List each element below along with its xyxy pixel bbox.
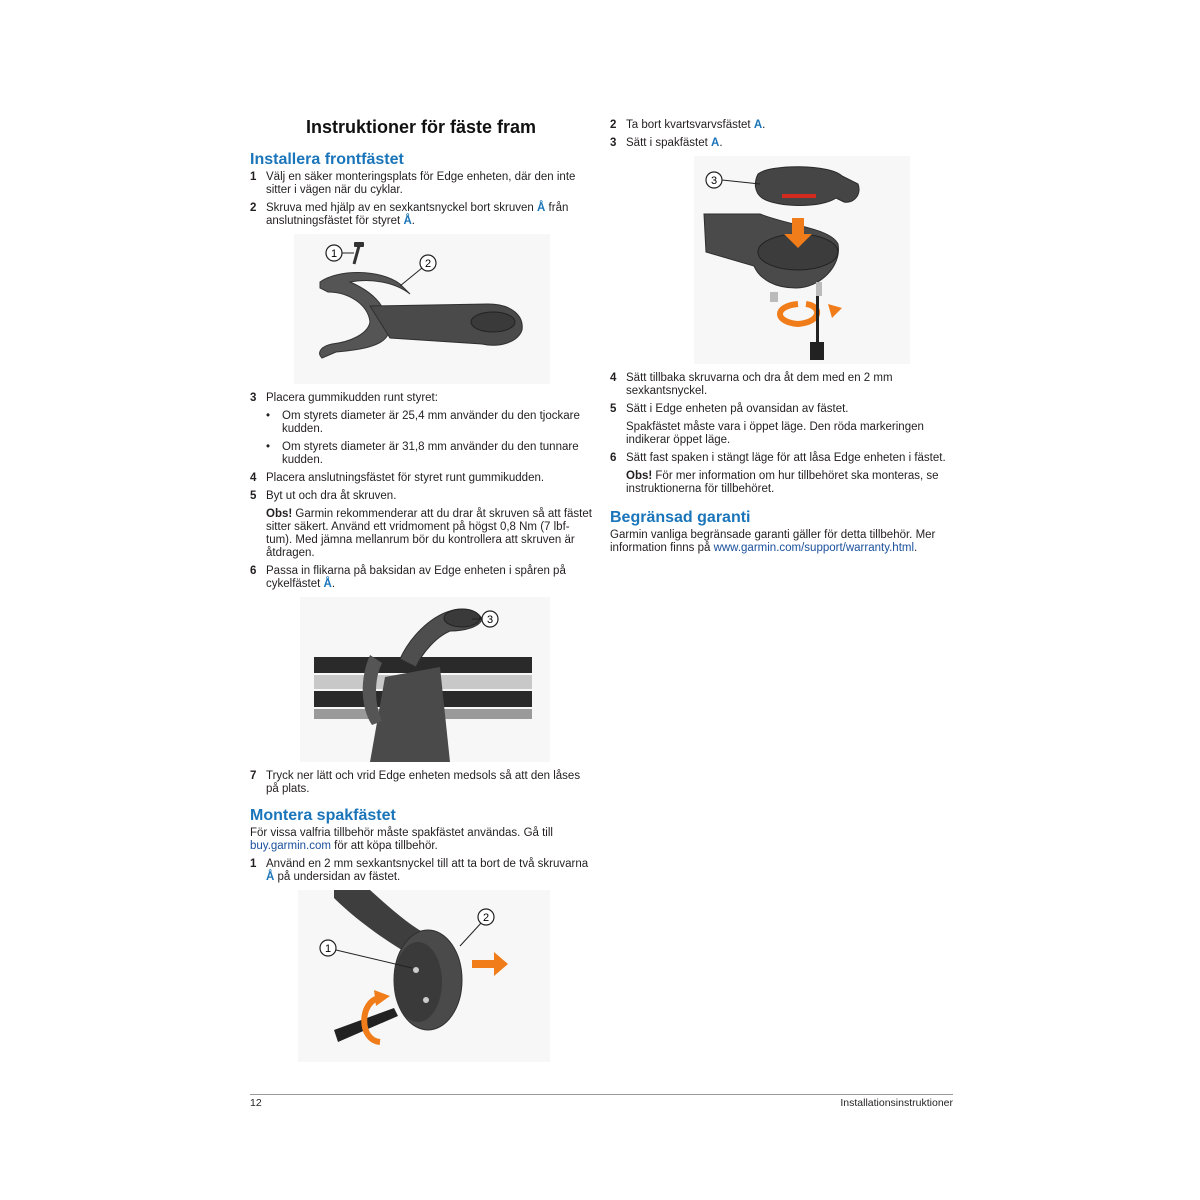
buy-garmin-link[interactable]: buy.garmin.com xyxy=(250,840,331,852)
callout-reference: Å xyxy=(403,215,412,227)
callout-3 xyxy=(482,611,498,627)
step-text: Placera gummikudden runt styret: xyxy=(266,392,438,404)
callout-reference: A xyxy=(753,119,763,131)
step-number: 2 xyxy=(610,119,617,131)
note-label: Obs! xyxy=(266,508,293,520)
section-heading-begransad-garanti: Begränsad garanti xyxy=(610,509,751,526)
bullet-item xyxy=(266,441,595,467)
note-text: För mer information om hur tillbehöret ska monteras, se instruktionerna för tillbehöret. xyxy=(626,470,939,495)
lever-mount-figure xyxy=(610,156,920,364)
step-text xyxy=(626,119,955,132)
bullet-item xyxy=(266,410,595,436)
callout-3 xyxy=(706,172,722,188)
step-number: 4 xyxy=(250,472,257,484)
text-fragment: För vissa valfria tillbehör måste spakfästet användas. Gå till xyxy=(250,827,553,839)
bullet-dot: • xyxy=(266,441,271,453)
text-fragment: Använd en 2 mm sexkantsnyckel till att ta bort de två skruvarna xyxy=(266,858,589,870)
callout-reference: Å xyxy=(266,871,275,883)
step-number: 5 xyxy=(610,403,617,415)
text-fragment: Skruva med hjälp av en sexkantsnyckel bort skruven xyxy=(266,202,538,214)
step-number: 5 xyxy=(250,490,257,502)
text-fragment: . xyxy=(411,215,415,227)
note xyxy=(626,470,955,496)
callout-number: 3 xyxy=(486,614,494,626)
text-fragment: för att köpa tillbehör. xyxy=(330,840,438,852)
section-heading-installera-frontfastet: Installera frontfästet xyxy=(250,151,404,168)
callout-reference: Å xyxy=(323,578,332,590)
device-on-handlebar-figure xyxy=(250,597,550,762)
page-title: Instruktioner för fäste fram xyxy=(305,117,537,137)
step-note: Spakfästet måste vara i öppet läge. Den röda markeringen indikerar öppet läge. xyxy=(626,421,924,446)
step-number: 4 xyxy=(610,372,617,384)
step-4 xyxy=(610,372,955,398)
step-text: Sätt tillbaka skruvarna och dra åt dem med en 2 mm sexkantsnyckel. xyxy=(626,372,893,397)
step-text xyxy=(266,858,595,884)
step-number: 3 xyxy=(250,392,257,404)
handlebar-mount-figure xyxy=(250,234,550,384)
step-number: 6 xyxy=(250,565,257,577)
step-3 xyxy=(610,137,955,150)
step-number: 2 xyxy=(250,202,257,214)
page-number: 12 xyxy=(250,1097,262,1109)
callout-number: 1 xyxy=(330,248,338,260)
step-3 xyxy=(250,392,595,405)
step-text: Byt ut och dra åt skruven. xyxy=(266,490,397,502)
warranty-paragraph xyxy=(610,529,955,555)
step-7 xyxy=(250,770,595,796)
text-fragment: från anslutningsfästet för styret xyxy=(266,202,569,227)
text-fragment: . xyxy=(331,578,336,590)
step-number: 3 xyxy=(610,137,617,149)
note-label: Obs! xyxy=(626,470,653,482)
bullet-dot: • xyxy=(266,410,271,422)
section-heading-montera-spakfastet: Montera spakfästet xyxy=(250,807,396,824)
step-text xyxy=(626,137,955,150)
step-text xyxy=(266,202,595,228)
text-fragment: Passa in flikarna på baksidan av Edge enheten i spåren på cykelfästet xyxy=(266,565,566,590)
bullet-text: Om styrets diameter är 25,4 mm använder du den tjockare kudden. xyxy=(282,410,580,435)
text-fragment: på undersidan av fästet. xyxy=(274,871,401,883)
bullet-text: Om styrets diameter är 31,8 mm använder du den tunnare kudden. xyxy=(282,441,579,466)
text-fragment: Ta bort kvartsvarvsfästet xyxy=(626,119,754,131)
footer-divider xyxy=(250,1094,953,1095)
callout-number: 2 xyxy=(482,912,490,924)
footer-section-title: Installationsinstruktioner xyxy=(840,1097,953,1109)
step-4 xyxy=(250,472,595,485)
step-text: Sätt i Edge enheten på ovansidan av fästet. xyxy=(626,403,849,415)
text-fragment: Garmin vanliga begränsade garanti gäller för detta tillbehör. Mer information finns på xyxy=(610,529,936,554)
right-column xyxy=(610,119,955,560)
step-1 xyxy=(250,171,595,197)
step-text: Placera anslutningsfästet för styret runt gummikudden. xyxy=(266,472,545,484)
text-fragment: . xyxy=(762,119,766,131)
step-number: 1 xyxy=(250,171,257,183)
text-fragment: Sätt i spakfästet xyxy=(626,137,712,149)
step-number: 7 xyxy=(250,770,257,782)
step-5 xyxy=(250,490,595,503)
section-intro xyxy=(250,827,595,853)
warranty-link[interactable]: www.garmin.com/support/warranty.html xyxy=(713,542,915,554)
step-text: Välj en säker monteringsplats för Edge enheten, där den inte sitter i vägen när du cyklar. xyxy=(266,171,576,196)
text-fragment: . xyxy=(719,137,723,149)
callout-number: 2 xyxy=(424,258,432,270)
left-column xyxy=(250,150,595,1070)
step-2 xyxy=(610,119,955,132)
note xyxy=(266,508,595,560)
step-number: 6 xyxy=(610,452,617,464)
step-text: Tryck ner lätt och vrid Edge enheten medsols så att den låses på plats. xyxy=(266,770,581,795)
step-6 xyxy=(610,452,955,465)
step-2 xyxy=(250,202,595,228)
callout-2 xyxy=(420,255,436,271)
step-text xyxy=(266,565,595,591)
callout-2 xyxy=(478,909,494,925)
step-text: Sätt fast spaken i stängt läge för att låsa Edge enheten i fästet. xyxy=(626,452,946,464)
text-fragment: . xyxy=(914,542,918,554)
remove-screws-figure xyxy=(250,890,550,1062)
step-6 xyxy=(250,565,595,591)
step-5 xyxy=(610,403,955,416)
callout-number: 3 xyxy=(710,175,718,187)
note-text: Garmin rekommenderar att du drar åt skruven så att fästet sitter säkert. Använd ett vridmoment på högst 0,8 Nm (7 lbf-tum). Med jämna mellanrum bör du kontrollera att skruven är åtdragen. xyxy=(266,508,592,559)
step-1 xyxy=(250,858,595,884)
callout-1 xyxy=(320,940,336,956)
step-number: 1 xyxy=(250,858,257,870)
callout-reference: Å xyxy=(537,202,546,214)
callout-reference: A xyxy=(711,137,720,149)
callout-number: 1 xyxy=(324,943,332,955)
callout-1 xyxy=(326,245,342,261)
